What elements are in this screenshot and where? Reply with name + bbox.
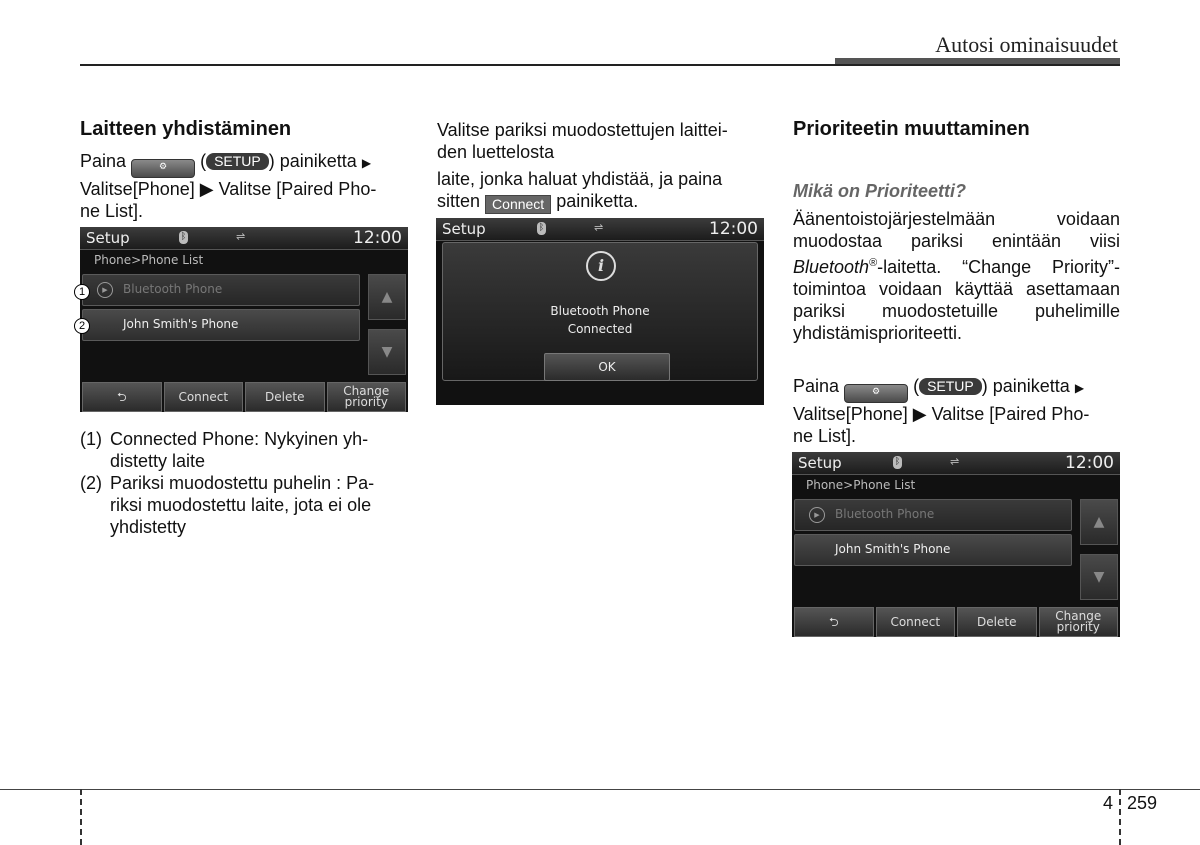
instruction-line: ne List]. — [80, 201, 144, 221]
priority-description — [793, 208, 1120, 344]
painiketta-label: painiketta. — [556, 191, 639, 211]
callout-2: 2 — [74, 318, 90, 334]
instruction-line: Valitse[Phone] ▶ Valitse [Paired Pho- — [793, 404, 1090, 424]
scroll-down-button[interactable]: ▼ — [1080, 554, 1118, 600]
bluetooth-icon: ᛒ — [894, 457, 901, 467]
phone-list-screen — [80, 227, 408, 412]
note-item — [80, 472, 410, 538]
list-item-label: Bluetooth Phone — [835, 507, 935, 521]
popup-dialog — [442, 242, 758, 381]
paina-label: Paina — [793, 376, 840, 396]
clock: 12:00 — [353, 228, 402, 248]
back-button[interactable] — [794, 607, 874, 637]
connect-button[interactable]: Connect — [876, 607, 956, 637]
play-icon: ▶ — [97, 282, 113, 298]
instructions-col3: Paina ⚙ ( SETUP ) painiketta ▶ Valitse[Phone] ▶ Valitse [Paired Pho- ne List]. — [793, 375, 1123, 447]
breadcrumb: Phone>Phone List — [806, 478, 916, 492]
list-item-label: Bluetooth Phone — [123, 282, 223, 296]
screen-status-bar — [792, 452, 1120, 475]
page-number: 259 — [1127, 793, 1158, 813]
back-button[interactable] — [82, 382, 162, 412]
note-number: (1) — [80, 429, 102, 449]
sitten-label: sitten — [437, 191, 481, 211]
instructions-col2 — [437, 119, 767, 214]
change-priority-button[interactable]: Change priority — [1039, 607, 1119, 637]
note-text: riksi muodostettu laite, jota ei ole — [110, 495, 372, 515]
clock: 12:00 — [1065, 453, 1114, 473]
setup-hardkey-icon: ⚙ — [131, 159, 195, 178]
back-arrow-icon: ⮌ — [828, 614, 839, 629]
instruction-line: Valitse pariksi muodostettujen laittei- — [437, 120, 728, 140]
screen-status-bar — [80, 227, 408, 250]
usb-icon: ⇌ — [594, 221, 604, 234]
bluetooth-icon: ᛒ — [180, 232, 187, 242]
breadcrumb: Phone>Phone List — [94, 253, 204, 267]
note-text: Connected Phone: Nykyinen yh- — [110, 429, 369, 449]
list-item-paired[interactable] — [82, 309, 360, 341]
change-priority-button[interactable]: Change priority — [327, 382, 407, 412]
setup-hardkey-icon: ⚙ — [844, 384, 908, 403]
popup-message-line1: Bluetooth Phone — [550, 304, 650, 318]
phone-list-screen-2 — [792, 452, 1120, 637]
footer-dash-right — [1119, 789, 1121, 845]
soft-key-bar — [80, 382, 408, 412]
note-text: yhdistetty — [110, 517, 187, 537]
list-item-paired[interactable] — [794, 534, 1072, 566]
screen-status-bar — [436, 218, 764, 241]
paina-label: Paina — [80, 151, 127, 171]
screen-title: Setup — [798, 454, 842, 472]
note-text: Pariksi muodostettu puhelin : Pa- — [110, 473, 375, 493]
back-arrow-icon: ⮌ — [116, 389, 127, 404]
scroll-up-button[interactable]: ▲ — [1080, 499, 1118, 545]
popup-message-line2: Connected — [567, 322, 633, 336]
screen-title: Setup — [86, 229, 130, 247]
callout-1: 1 — [74, 284, 90, 300]
instruction-line: den luettelosta — [437, 142, 555, 162]
instruction-line: laite, jonka haluat yhdistää, ja paina — [437, 169, 723, 189]
arrow-right-icon: ▶ — [1074, 381, 1085, 395]
running-header: Autosi ominaisuudet — [935, 32, 1118, 57]
instruction-line: Valitse[Phone] ▶ Valitse [Paired Pho- — [80, 179, 377, 199]
instructions-col1: Paina ⚙ ( SETUP ) painiketta ▶ Valitse[Phone] ▶ Valitse [Paired Pho- ne List]. — [80, 150, 410, 222]
setup-key-label: SETUP — [919, 378, 982, 395]
instruction-line: ne List]. — [793, 426, 857, 446]
screen-title: Setup — [442, 220, 486, 238]
bluetooth-icon: ᛒ — [538, 223, 545, 233]
scroll-down-button[interactable]: ▼ — [368, 329, 406, 375]
note-text: distetty laite — [110, 451, 206, 471]
connected-popup-screen — [436, 218, 764, 405]
header-rule — [80, 64, 1120, 66]
list-item-label: John Smith's Phone — [123, 317, 239, 331]
clock: 12:00 — [709, 219, 758, 239]
chapter-number: 4 — [1103, 793, 1114, 813]
section-heading-priority: Prioriteetin muuttaminen — [793, 118, 1030, 140]
painiketta-label: ) painiketta — [268, 151, 357, 171]
section-heading-connect: Laitteen yhdistäminen — [80, 118, 292, 140]
bluetooth-brand: Bluetooth — [793, 257, 870, 277]
delete-button[interactable]: Delete — [245, 382, 325, 412]
usb-icon: ⇌ — [236, 230, 246, 243]
description-text: -laitetta. “Change Priority”-toimintoa voidaan käyttää asettamaan pariksi muodostetuille puhelimille yhdistämisprioriteetti. — [793, 257, 1120, 343]
list-item-connected[interactable] — [82, 274, 360, 306]
arrow-right-icon: ▶ — [361, 156, 372, 170]
connect-key-label: Connect — [485, 195, 551, 214]
description-text: Äänentoistojärjestelmään voidaan muodostaa pariksi enintään viisi — [793, 209, 1120, 251]
info-icon: i — [586, 251, 616, 281]
scroll-up-button[interactable]: ▲ — [368, 274, 406, 320]
painiketta-label: ) painiketta — [981, 376, 1070, 396]
soft-key-bar — [792, 607, 1120, 637]
note-item — [80, 428, 410, 472]
setup-key-label: SETUP — [206, 153, 269, 170]
ok-button[interactable]: OK — [544, 353, 670, 381]
registered-mark: ® — [869, 257, 878, 269]
list-item-connected[interactable] — [794, 499, 1072, 531]
note-number: (2) — [80, 473, 102, 493]
notes-list — [80, 428, 410, 538]
usb-icon: ⇌ — [950, 455, 960, 468]
subheading-what-is-priority: Mikä on Prioriteetti? — [793, 181, 967, 201]
play-icon: ▶ — [809, 507, 825, 523]
delete-button[interactable]: Delete — [957, 607, 1037, 637]
footer-dash-left — [80, 789, 82, 845]
connect-button[interactable]: Connect — [164, 382, 244, 412]
list-item-label: John Smith's Phone — [835, 542, 951, 556]
footer-rule — [0, 789, 1200, 790]
